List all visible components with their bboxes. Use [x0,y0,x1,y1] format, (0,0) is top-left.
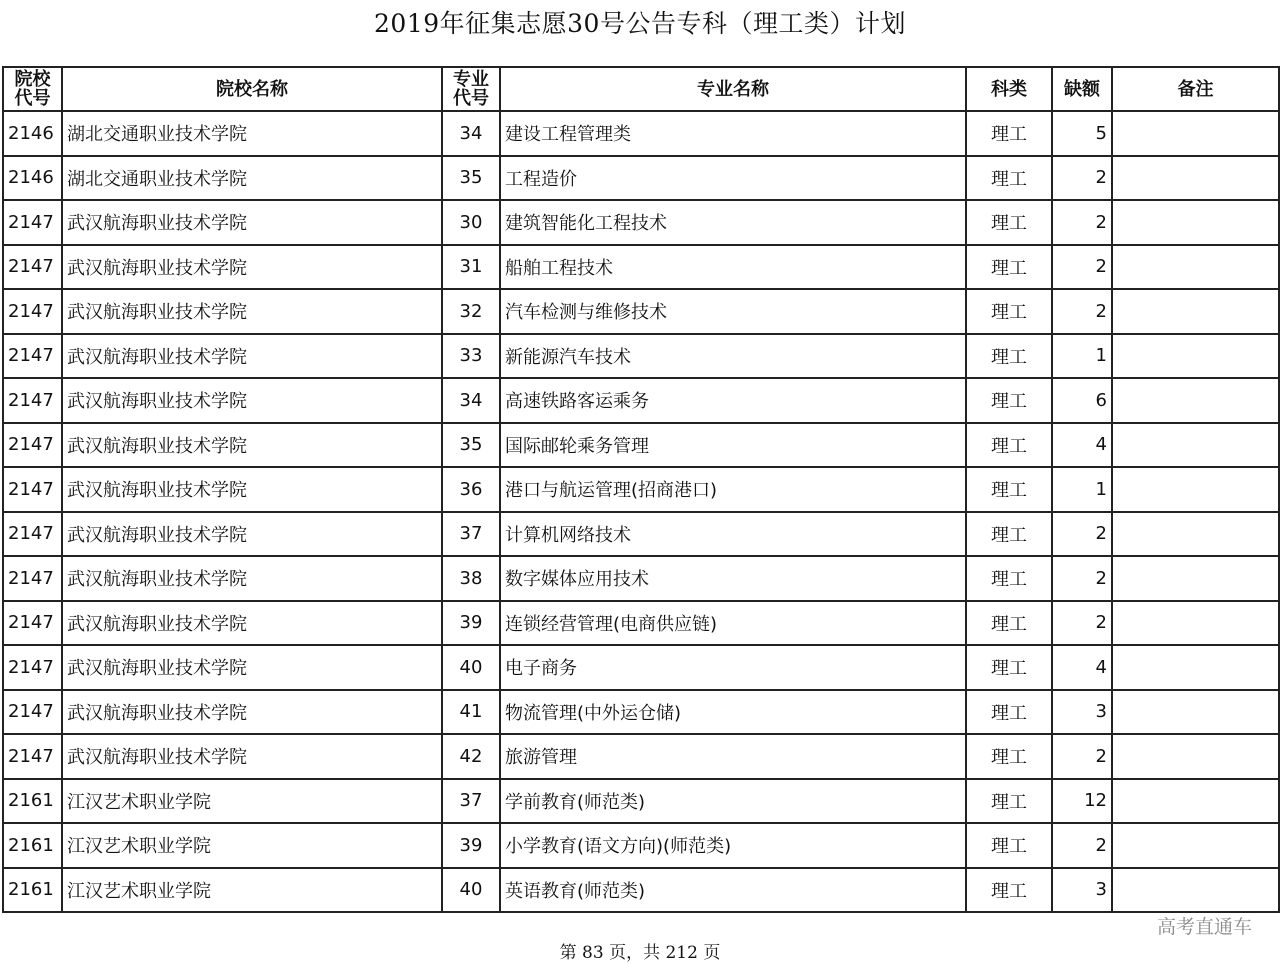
cell-school-code: 2147 [3,423,62,468]
cell-category: 理工 [966,334,1052,379]
cell-major-name: 汽车检测与维修技术 [500,289,966,334]
cell-school-name: 武汉航海职业技术学院 [62,200,442,245]
cell-school-code: 2146 [3,111,62,156]
cell-major-name: 旅游管理 [500,734,966,779]
page-title: 2019年征集志愿30号公告专科（理工类）计划 [374,9,906,38]
cell-major-code: 36 [442,467,500,512]
cell-major-code: 39 [442,601,500,646]
cell-notes [1112,156,1279,201]
cell-school-name: 武汉航海职业技术学院 [62,467,442,512]
cell-category: 理工 [966,690,1052,735]
cell-category: 理工 [966,601,1052,646]
cell-notes [1112,378,1279,423]
cell-category: 理工 [966,245,1052,290]
cell-major-name: 小学教育(语文方向)(师范类) [500,823,966,868]
cell-category: 理工 [966,556,1052,601]
cell-school-name: 江汉艺术职业学院 [62,779,442,824]
table-row [3,245,1279,290]
cell-notes [1112,289,1279,334]
cell-major-code: 41 [442,690,500,735]
header-major-code: 专业代号 [442,67,500,111]
cell-school-code: 2161 [3,779,62,824]
cell-major-name: 建筑智能化工程技术 [500,200,966,245]
cell-school-name: 武汉航海职业技术学院 [62,601,442,646]
table-row [3,512,1279,557]
cell-major-name: 新能源汽车技术 [500,334,966,379]
table-row [3,289,1279,334]
cell-school-code: 2161 [3,868,62,913]
cell-school-code: 2147 [3,200,62,245]
cell-category: 理工 [966,645,1052,690]
cell-category: 理工 [966,734,1052,779]
cell-major-code: 35 [442,423,500,468]
cell-school-name: 武汉航海职业技术学院 [62,556,442,601]
cell-major-name: 英语教育(师范类) [500,868,966,913]
cell-school-code: 2147 [3,556,62,601]
cell-school-name: 武汉航海职业技术学院 [62,645,442,690]
cell-school-name: 湖北交通职业技术学院 [62,111,442,156]
cell-vacancy: 2 [1052,289,1112,334]
cell-major-code: 31 [442,245,500,290]
cell-school-code: 2147 [3,512,62,557]
cell-school-code: 2147 [3,245,62,290]
header-category: 科类 [966,67,1052,111]
cell-major-code: 33 [442,334,500,379]
cell-notes [1112,823,1279,868]
cell-notes [1112,467,1279,512]
cell-category: 理工 [966,823,1052,868]
cell-notes [1112,556,1279,601]
cell-major-code: 40 [442,645,500,690]
cell-school-code: 2147 [3,467,62,512]
cell-category: 理工 [966,200,1052,245]
cell-vacancy: 12 [1052,779,1112,824]
cell-school-name: 湖北交通职业技术学院 [62,156,442,201]
table-row [3,601,1279,646]
table-row [3,734,1279,779]
cell-major-name: 连锁经营管理(电商供应链) [500,601,966,646]
cell-category: 理工 [966,512,1052,557]
cell-school-name: 武汉航海职业技术学院 [62,378,442,423]
cell-vacancy: 6 [1052,378,1112,423]
cell-school-code: 2147 [3,645,62,690]
header-school-name: 院校名称 [62,67,442,111]
cell-school-name: 武汉航海职业技术学院 [62,289,442,334]
cell-notes [1112,512,1279,557]
table-row [3,200,1279,245]
table-row [3,423,1279,468]
cell-notes [1112,245,1279,290]
cell-vacancy: 3 [1052,690,1112,735]
cell-category: 理工 [966,156,1052,201]
cell-school-name: 武汉航海职业技术学院 [62,690,442,735]
cell-school-name: 江汉艺术职业学院 [62,823,442,868]
cell-school-name: 武汉航海职业技术学院 [62,512,442,557]
cell-major-name: 建设工程管理类 [500,111,966,156]
cell-school-code: 2146 [3,156,62,201]
cell-vacancy: 2 [1052,512,1112,557]
header-major-name: 专业名称 [500,67,966,111]
table-row [3,378,1279,423]
cell-category: 理工 [966,289,1052,334]
cell-notes [1112,690,1279,735]
watermark: 高考直通车 [1156,916,1252,938]
cell-school-name: 武汉航海职业技术学院 [62,734,442,779]
cell-vacancy: 1 [1052,467,1112,512]
cell-school-code: 2147 [3,690,62,735]
cell-major-code: 42 [442,734,500,779]
cell-major-code: 30 [442,200,500,245]
cell-vacancy: 2 [1052,200,1112,245]
cell-school-code: 2147 [3,334,62,379]
cell-vacancy: 3 [1052,868,1112,913]
cell-major-name: 船舶工程技术 [500,245,966,290]
cell-major-name: 工程造价 [500,156,966,201]
table-row [3,111,1279,156]
cell-major-name: 港口与航运管理(招商港口) [500,467,966,512]
cell-vacancy: 5 [1052,111,1112,156]
cell-notes [1112,868,1279,913]
cell-school-name: 武汉航海职业技术学院 [62,334,442,379]
page-footer: 第 83 页，共 212 页 [559,943,721,963]
table-row [3,645,1279,690]
cell-major-code: 37 [442,512,500,557]
cell-notes [1112,645,1279,690]
cell-notes [1112,734,1279,779]
table-row [3,690,1279,735]
cell-major-name: 数字媒体应用技术 [500,556,966,601]
cell-major-code: 34 [442,111,500,156]
cell-vacancy: 2 [1052,601,1112,646]
cell-notes [1112,423,1279,468]
cell-category: 理工 [966,423,1052,468]
table-header [3,67,1279,111]
header-row [3,67,1279,111]
cell-major-code: 40 [442,868,500,913]
cell-vacancy: 4 [1052,423,1112,468]
cell-major-name: 计算机网络技术 [500,512,966,557]
cell-vacancy: 2 [1052,734,1112,779]
table-row [3,823,1279,868]
table-body [3,111,1279,912]
table-row [3,556,1279,601]
cell-major-code: 39 [442,823,500,868]
cell-notes [1112,111,1279,156]
cell-vacancy: 1 [1052,334,1112,379]
cell-category: 理工 [966,868,1052,913]
cell-notes [1112,779,1279,824]
table-row [3,779,1279,824]
table-row [3,334,1279,379]
cell-category: 理工 [966,378,1052,423]
cell-category: 理工 [966,779,1052,824]
cell-major-code: 32 [442,289,500,334]
cell-major-code: 38 [442,556,500,601]
cell-school-code: 2147 [3,378,62,423]
cell-school-name: 武汉航海职业技术学院 [62,423,442,468]
cell-major-name: 学前教育(师范类) [500,779,966,824]
cell-vacancy: 2 [1052,823,1112,868]
cell-school-name: 江汉艺术职业学院 [62,868,442,913]
cell-vacancy: 2 [1052,245,1112,290]
cell-school-code: 2161 [3,823,62,868]
cell-major-name: 物流管理(中外运仓储) [500,690,966,735]
cell-vacancy: 2 [1052,156,1112,201]
cell-school-name: 武汉航海职业技术学院 [62,245,442,290]
table-row [3,868,1279,913]
table-row [3,156,1279,201]
cell-major-code: 37 [442,779,500,824]
cell-school-code: 2147 [3,601,62,646]
header-school-code: 院校代号 [3,67,62,111]
cell-major-name: 国际邮轮乘务管理 [500,423,966,468]
table-row [3,467,1279,512]
cell-school-code: 2147 [3,289,62,334]
cell-notes [1112,200,1279,245]
header-notes: 备注 [1112,67,1279,111]
cell-major-name: 高速铁路客运乘务 [500,378,966,423]
cell-category: 理工 [966,111,1052,156]
enrollment-plan-table [2,66,1280,913]
cell-category: 理工 [966,467,1052,512]
cell-major-name: 电子商务 [500,645,966,690]
cell-school-code: 2147 [3,734,62,779]
cell-major-code: 34 [442,378,500,423]
cell-notes [1112,334,1279,379]
header-vacancy: 缺额 [1052,67,1112,111]
cell-vacancy: 4 [1052,645,1112,690]
cell-major-code: 35 [442,156,500,201]
cell-vacancy: 2 [1052,556,1112,601]
cell-notes [1112,601,1279,646]
